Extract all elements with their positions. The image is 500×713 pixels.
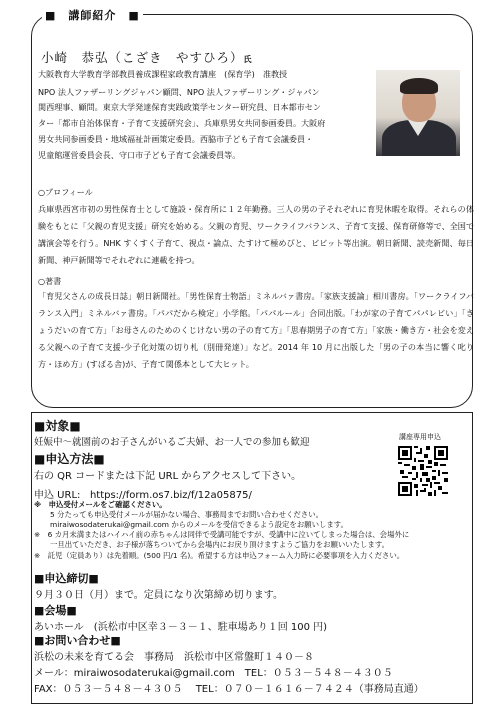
- profile-text: 兵庫県西宮市初の男性保育士として施設・保育所に１２年勤務。三人の男の子それぞれに育児休暇を取得。それらの体験をもとに「父親の育児支援」研究を始める。父親の育児、ワークライフバランス、子育て支援、保育研修等で、全国で講演会等を行う。NHK すくすく子育て、視点・論点、たすけて極めびと、ビビット等出演。朝日新聞、読売新聞、毎日新聞、神戸新聞等でそれぞれに連載を持つ。: [38, 204, 474, 265]
- venue-heading: ■会場■: [34, 604, 77, 617]
- note-3: ※ 託児（定員あり）は先着順。(500 円/1 名)。希望する方は申込フォーム入力時に必要事項を入力ください。: [34, 551, 405, 560]
- books-text: 「育児父さんの成長日誌」朝日新聞社。「男性保育士物語」ミネルバァ書房。「家族支援論」相川書房。「ワークライフバランス入門」ミネルバァ書房。「パパだから検定」小学館。「パパルール」合同出版。「わが家の子育てパパレビい」「きょうだいの育て方」「お母さんのためのくじけない男の子の育て方」「思春期男子の育て方」「家族・働き方・社会を変える父親への子育て支援-少子化対策の切り札（別冊発達）」など。2014 年 10 月に出版した「男の子の本当に響く叱り方・ほめ方」(すばる舎)が、子育て関係本として大ヒット。: [38, 291, 474, 369]
- venue-text: あいホール (浜松市中区幸３－３－１、駐車場あり１回 100 円): [34, 622, 328, 633]
- lecturer-name-text: 小崎 恭弘（こざき やすひろ）: [41, 50, 244, 65]
- target-heading: ■対象■: [34, 419, 81, 433]
- bio-line-3: 関西理事、顧問。東京大学発達保育実践政策学センター研究員、日本都市セン: [38, 102, 321, 112]
- bio-line-5: 男女共同参画委員・地域福祉計画策定委員。西脇市子ども子育て会議委員・: [38, 134, 314, 144]
- note-1c: miraiwosodaterukai@gmail.com からのメールを受信できるよう設定をお願いします。: [50, 520, 348, 529]
- qr-caption: 講座専用申込: [399, 433, 441, 441]
- books-title: ○著書: [38, 276, 62, 286]
- note-2: ※ 6 カ月未満またはハイハイ前の赤ちゃんは同伴で受講可能ですが、受講中に泣いてしまった場合は、会場外に: [34, 530, 410, 539]
- note-1b: 5 分たっても申込受付メールが届かない場合、事務局までお問い合わせください。: [50, 510, 323, 519]
- lecturer-heading: ■ 講師紹介 ■: [42, 7, 143, 23]
- apply-url-label: 申込 URL:: [34, 490, 81, 501]
- bio-line-6: 児童館運営委員会長、守口市子ども子育て会議委員等。: [38, 150, 241, 160]
- contact-line-3: FAX：０５３－５４８－４３０５ TEL：０７０－１６１６－７４２４（事務局直通）: [34, 684, 424, 695]
- contact-heading: ■お問い合わせ■: [34, 634, 121, 647]
- deadline-text: ９月３０日（月）まで。定員になり次第締め切ります。: [34, 590, 283, 601]
- deadline-heading: ■申込締切■: [34, 572, 99, 585]
- apply-instruction: 右の QR コードまたは下記 URL からアクセスして下さい。: [34, 471, 302, 482]
- bio-line-4: ター「都市自治体保育・子育て支援研究会」、兵庫県男女共同参画委員。大阪府: [38, 118, 326, 128]
- note-2b: 一旦出ていただき、お子様が落ちついてから会場内にお戻り頂けますようご協力をお願いいたします。: [50, 540, 390, 549]
- apply-url-link[interactable]: https://form.os7.biz/f/12a05875/: [89, 490, 252, 501]
- profile-title: ○プロフィール: [38, 187, 93, 197]
- lecturer-photo: [376, 70, 460, 156]
- target-text: 妊娠中～就園前のお子さんがいるご夫婦、お一人での参加も歓迎: [34, 437, 310, 448]
- note-1: ※ 申込受付メールをご確認ください。: [34, 500, 167, 509]
- contact-line-1: 浜松の未来を育てる会 事務局 浜松市中区常盤町１４０－８: [34, 652, 314, 663]
- apply-url-line: [34, 486, 252, 501]
- bio-line-1: 大阪教育大学教育学部教員養成課程家政教育講座 (保育学) 准教授: [38, 69, 288, 79]
- bio-line-2: NPO 法人ファザーリングジャパン顧問、NPO 法人ファザーリング・ジャパン: [38, 87, 320, 97]
- apply-heading: ■申込方法■: [34, 452, 105, 466]
- lecturer-name: [41, 48, 253, 66]
- contact-line-2: メール：miraiwosodaterukai@gmail.com TEL：０５３－５４８－４３０５: [34, 668, 393, 679]
- lecturer-name-suffix: 氏: [243, 55, 253, 64]
- qr-code-icon[interactable]: [398, 446, 448, 496]
